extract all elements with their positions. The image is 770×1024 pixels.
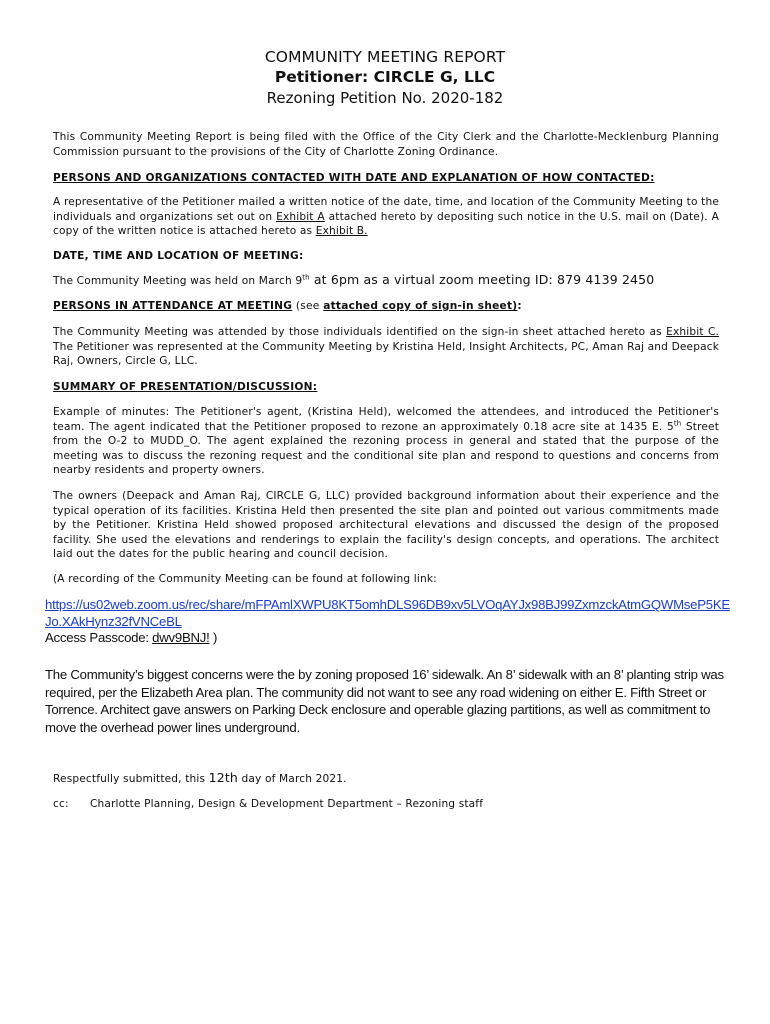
attendance-heading-colon: :	[517, 300, 522, 312]
attendance-heading-signin: attached copy of sign-in sheet)	[323, 300, 518, 312]
report-header	[0, 47, 770, 109]
intro-paragraph: This Community Meeting Report is being filed with the Office of the City Clerk and the Charlotte-Mecklenburg Planning Commission pursuant to the provisions of the City of Charlotte Zoning Ordinance.	[53, 131, 719, 158]
report-title: COMMUNITY MEETING REPORT	[264, 48, 506, 66]
attendance-text-2: The Petitioner was represented at the Community Meeting by Kristina Held, Insight Architects, PC, Aman Raj and Deepack Raj, Owners, Circle G, LLC.	[53, 340, 719, 368]
petition-number: Rezoning Petition No. 2020-182	[266, 89, 504, 107]
passcode-value: dwv9BNJ!	[152, 630, 210, 645]
persons-contacted-text-2: attached hereto by depositing such notice in the U.S. mail on (Date). A copy of the written notice is attached hereto as	[53, 210, 719, 238]
attendance-heading	[53, 299, 719, 313]
exhibit-c-reference: Exhibit C.	[666, 326, 720, 338]
recording-link-block	[45, 597, 735, 647]
community-concerns-paragraph: The Community’s biggest concerns were the by zoning proposed 16’ sidewalk. An 8’ sidewalk with an 8’ planting strip was required, per the Elizabeth Area plan. The community did not want to see any road widening on either E. Fifth Street or Torrence. Architect gave answers on Parking Deck enclosure and operable glazing partitions, as well as commitment to move the overhead power lines underground.	[45, 667, 724, 735]
persons-contacted-paragraph	[53, 195, 719, 239]
summary-para1-a: Example of minutes: The Petitioner's agent, (Kristina Held), welcomed the attendees, and introduced the Petitioner's team. The agent indicated that the Petitioner proposed to rezone an approximately 0.18 acre site at 1435 E. 5	[53, 406, 719, 433]
attendance-heading-see: (see	[292, 300, 324, 312]
attendance-heading-main: PERSONS IN ATTENDANCE AT MEETING	[53, 300, 293, 312]
passcode-label: Access Passcode:	[45, 630, 153, 645]
meeting-date-suffix: th	[302, 273, 310, 282]
recording-note: (A recording of the Community Meeting can be found at following link:	[53, 573, 437, 585]
cc-recipient: Charlotte Planning, Design & Development Department – Rezoning staff	[90, 798, 484, 810]
closing-line	[53, 771, 347, 786]
exhibit-a-reference: Exhibit A	[276, 210, 325, 223]
cc-label: cc:	[53, 798, 69, 810]
summary-paragraph-2: The owners (Deepack and Aman Raj, CIRCLE G, LLC) provided background information about their experience and the typical operation of its facilities. Kristina Held then presented the site plan and pointed out various commitments made by the Petitioner. Kristina Held showed proposed architectural elevations and discussed the design of the proposed facility. She used the elevations and renderings to explain the facility's design concepts, and operations. The architect laid out the dates for the public hearing and council decision.	[53, 490, 719, 561]
attendance-text-1: The Community Meeting was attended by those individuals identified on the sign-in sheet attached hereto as	[53, 326, 667, 338]
meeting-text-pre: The Community Meeting was held on March 9	[53, 275, 303, 287]
meeting-heading: DATE, TIME AND LOCATION OF MEETING:	[53, 250, 304, 262]
petitioner-name: Petitioner: CIRCLE G, LLC	[274, 68, 496, 86]
summary-heading: SUMMARY OF PRESENTATION/DISCUSSION:	[53, 381, 318, 393]
meeting-paragraph	[53, 273, 719, 289]
persons-contacted-heading: PERSONS AND ORGANIZATIONS CONTACTED WITH DATE AND EXPLANATION OF HOW CONTACTED:	[53, 172, 655, 184]
summary-para1-b: Street from the O-2 to MUDD_O. The agent explained the rezoning process in general and stated that the purpose of the meeting was to discuss the rezoning request and the conditional site plan and respond to questions and concerns from nearby residents and property owners.	[53, 420, 720, 477]
attendance-paragraph	[53, 325, 719, 369]
closing-text-b: day of March 2021.	[238, 773, 347, 785]
closing-text-a: Respectfully submitted, this	[53, 773, 209, 785]
recording-link[interactable]: https://us02web.zoom.us/rec/share/mFPAmlXWPU8KT5omhDLS96DB9xv5LVOqAYJx98BJ99ZxmzckAtmGQWMseP5KEJo.XAkHynz32fVNCeBL	[45, 597, 730, 629]
persons-contacted-text-1: A representative of the Petitioner mailed a written notice of the date, time, and location of the Community Meeting to the individuals and organizations set out on	[53, 196, 719, 223]
passcode-end: )	[209, 630, 218, 645]
exhibit-b-reference: Exhibit B.	[315, 225, 368, 238]
closing-day: 12th	[208, 770, 239, 785]
street-number-suffix: th	[673, 419, 682, 428]
summary-paragraph-1	[53, 405, 719, 478]
meeting-text-post: at 6pm as a virtual zoom meeting ID: 879 4139 2450	[309, 272, 655, 287]
